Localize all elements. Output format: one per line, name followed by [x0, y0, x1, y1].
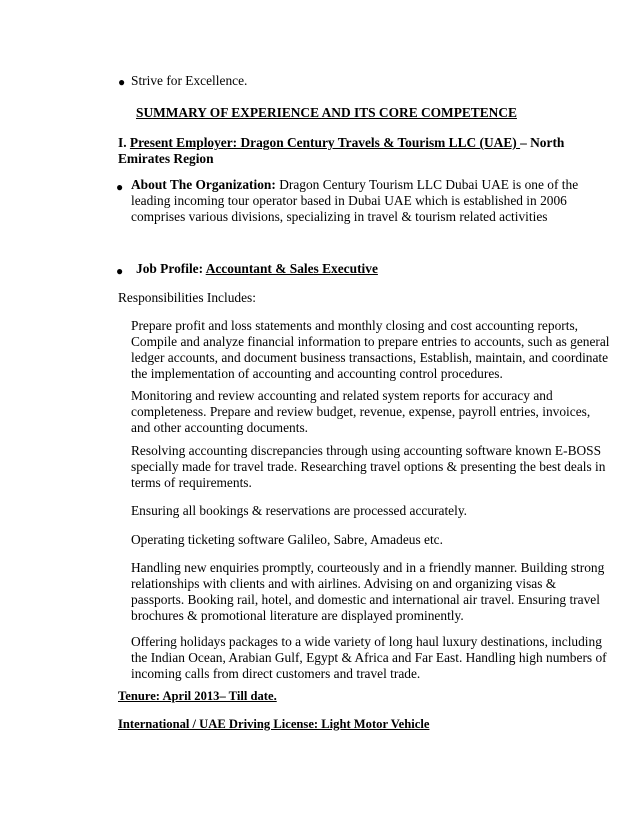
about-label: About The Organization:	[131, 177, 276, 192]
responsibility-paragraph: Operating ticketing software Galileo, Sabre, Amadeus etc.	[131, 532, 443, 547]
responsibility-paragraph: Monitoring and review accounting and related system reports for accuracy and completeness. Prepare and review budget, revenue, expense, payroll entries, invoices, and other accounting documents.	[131, 388, 591, 435]
job-profile-label: Job Profile:	[136, 261, 206, 276]
bullet-icon: ●	[116, 264, 124, 278]
responsibility-paragraph: Resolving accounting discrepancies through using accounting software known E-BOSS specially made for travel trade. Researching travel options & presenting the best deals in terms of requirements.	[131, 443, 606, 490]
section-heading: SUMMARY OF EXPERIENCE AND ITS CORE COMPETENCE	[136, 105, 517, 120]
employer-prefix: I.	[118, 135, 130, 150]
employer-name: Present Employer: Dragon Century Travels & Tourism LLC (UAE)	[129, 135, 521, 150]
bullet-icon: ●	[116, 180, 124, 194]
job-profile-title: Accountant & Sales Executive	[205, 261, 378, 276]
tenure-line: Tenure: April 2013– Till date.	[118, 689, 277, 703]
about-text: Dragon Century Tourism LLC Dubai UAE is one of the leading incoming tour operator based in Dubai UAE which is established in 2006 comprises various divisions, specializing in travel & tourism related activities	[131, 177, 579, 224]
responsibilities-heading: Responsibilities Includes:	[118, 290, 256, 305]
responsibility-paragraph: Offering holidays packages to a wide variety of long haul luxury destinations, including the Indian Ocean, Arabian Gulf, Egypt & Africa and Far East. Handling high numbers of incoming calls from direct customers and travel trade.	[131, 634, 607, 681]
driving-license-line: International / UAE Driving License: Light Motor Vehicle	[118, 717, 430, 731]
employer-region: North Emirates Region	[118, 135, 565, 166]
strive-bullet-text: Strive for Excellence.	[131, 73, 248, 88]
responsibility-paragraph: Prepare profit and loss statements and monthly closing and cost accounting reports, Compile and analyze financial information to prepare entries to accounts, such as general ledger accounts, and document business transactions, Establish, maintain, and coordinate the implementation of accounting and accounting control procedures.	[131, 318, 610, 381]
about-organization	[131, 177, 601, 225]
responsibility-paragraph: Handling new enquiries promptly, courteously and in a friendly manner. Building strong relationships with clients and with airlines. Advising on and organizing visas & passports. Booking rail, hotel, and domestic and international air travel. Ensuring travel brochures & promotional literature are displayed prominently.	[131, 560, 605, 623]
responsibility-paragraph: Ensuring all bookings & reservations are processed accurately.	[131, 503, 468, 518]
bullet-icon: ●	[118, 75, 126, 89]
job-profile-line	[136, 261, 378, 277]
present-employer-line	[118, 135, 608, 167]
employer-dash: –	[520, 135, 531, 150]
